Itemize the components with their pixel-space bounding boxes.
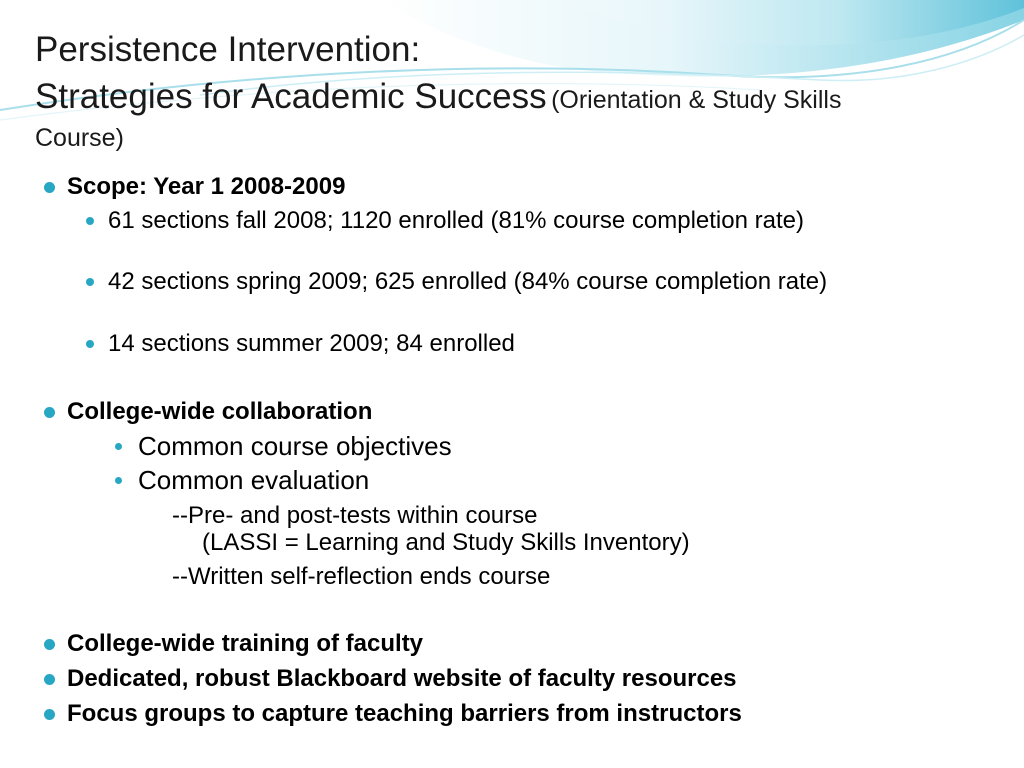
bullet-dot xyxy=(86,340,94,348)
bullet-dot xyxy=(86,217,94,225)
scope-item-text: 14 sections summer 2009; 84 enrolled xyxy=(108,330,515,357)
bullet-dot xyxy=(44,639,55,650)
collab-item-text: Common course objectives xyxy=(138,431,452,461)
bullet-training xyxy=(67,630,423,658)
bullet-dot xyxy=(115,443,122,450)
title-line-3: Course) xyxy=(35,124,124,152)
bullet-scope xyxy=(67,173,345,201)
bullet-training-label: College-wide training of faculty xyxy=(67,630,424,657)
eval-line-reflection: --Written self-reflection ends course xyxy=(172,563,551,590)
scope-item xyxy=(108,268,968,295)
title-line-2: Strategies for Academic Success xyxy=(35,77,547,116)
bullet-collaboration-label: College-wide collaboration xyxy=(67,398,373,425)
bullet-dot xyxy=(44,407,55,418)
title-line-2-suffix: (Orientation & Study Skills xyxy=(551,86,842,114)
scope-item-text: 61 sections fall 2008; 1120 enrolled (81% course completion rate) xyxy=(108,207,804,234)
bullet-focus-groups xyxy=(67,700,742,728)
bullet-dot xyxy=(44,674,55,685)
scope-item-text: 42 sections spring 2009; 625 enrolled (84% course completion rate) xyxy=(108,268,828,295)
bullet-collaboration xyxy=(67,398,372,426)
bullet-dot xyxy=(86,278,94,286)
collab-item xyxy=(138,465,369,496)
eval-line-lassi: (LASSI = Learning and Study Skills Inventory) xyxy=(202,529,690,556)
bullet-dot xyxy=(44,182,55,193)
bullet-blackboard xyxy=(67,665,737,693)
bullet-focus-groups-label: Focus groups to capture teaching barriers from instructors xyxy=(67,700,742,727)
title-line-1: Persistence Intervention: xyxy=(35,30,421,69)
bullet-dot xyxy=(115,477,122,484)
scope-item xyxy=(108,207,968,234)
bullet-scope-label: Scope: Year 1 2008-2009 xyxy=(67,173,346,200)
eval-line-pretest: --Pre- and post-tests within course xyxy=(172,502,538,529)
bullet-blackboard-label: Dedicated, robust Blackboard website of faculty resources xyxy=(67,665,737,692)
slide-title xyxy=(35,28,1010,158)
collab-item-text: Common evaluation xyxy=(138,465,370,495)
scope-item xyxy=(108,330,968,357)
bullet-dot xyxy=(44,709,55,720)
collab-item xyxy=(138,431,452,462)
